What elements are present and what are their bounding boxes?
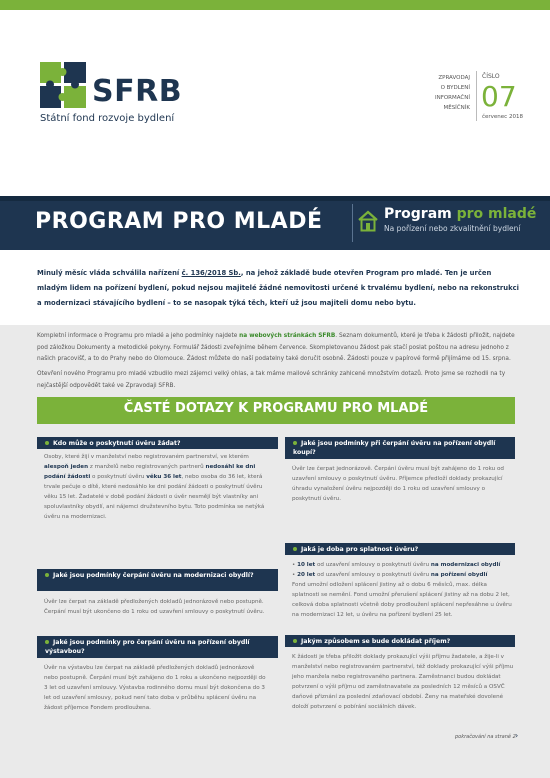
faq-answer-5 xyxy=(292,560,515,620)
answer-text: Fond umožní odložení splácení jistiny až o dobu 6 měsíců, max. délka splatnosti se nemění. Fond umožní přerušení splácení jistiny až na dobu 2 let, celková doba splatnosti včetně doby prodloužení splácení nepřesáhne u úvěru na modernizaci 12 let, u úvěru na pořízení bydlení 25 let. xyxy=(292,582,512,618)
answer-emphasis: nedosáhl ke dni podání žádosti xyxy=(44,464,256,480)
question-text: Jakým způsobem se bude dokládat příjem? xyxy=(301,638,451,645)
house-icon xyxy=(357,209,379,233)
program-title xyxy=(384,206,536,222)
question-text: Jaké jsou podmínky při čerpání úvěru na pořízení obydlí koupí? xyxy=(293,440,496,456)
logo-text: SFRB xyxy=(92,74,183,109)
intro-paragraph xyxy=(37,331,519,366)
answer-text: Osoby, které žijí v manželství nebo registrovaném partnerství, ve kterém xyxy=(44,454,249,460)
top-accent-bar xyxy=(0,0,550,10)
logo-subtitle: Státní fond rozvoje bydlení xyxy=(40,113,175,124)
intro-text: Kompletní informace o Programu pro mladé a jeho podmínky najdete xyxy=(37,333,240,339)
faq-answer-6: K žádosti je třeba přiložit doklady prokazující výši příjmu žadatele, a žije-li v manželství nebo registrovaném partnerství, též doklady prokazující výši příjmu jeho manžela nebo registrovaného partnera. Zaměstnanci budou dokládat potvrzení o výši příjmu od zaměstnavatele za posledních 12 měsíců a OSVČ daňové přiznání za poslední zdaňovací období. Ženy na mateřské dovolené doloží potvrzení o pobírání sociálních dávek. xyxy=(292,654,514,710)
faq-question-1 xyxy=(37,437,278,449)
meta-line: MĚSÍČNÍK xyxy=(443,105,470,111)
faq-question-5 xyxy=(285,543,515,555)
lead-text: , na jehož základě bude otevřen Program pro mladé. Ten je určen mladým lidem na pořízení bydlení, pokud nejsou majitelé žádné nemovitosti určené k trvalému bydlení, nebo na rekonstrukci a modernizaci stávajícího bydlení – to se nasopak týká těch, kteří už jsou majiteli domu nebo bytu. xyxy=(37,269,519,307)
page-title: PROGRAM PRO MLADÉ xyxy=(35,209,323,234)
answer-text: od uzavření smlouvy o poskytnutí úvěru xyxy=(315,562,431,568)
meta-line: O BYDLENÍ xyxy=(440,85,470,91)
answer-emphasis: 20 let xyxy=(297,572,316,578)
faq-answer-3: Úvěr na výstavbu lze čerpat na základě předložených dokladů jednorázově nebo postupně. Čerpání musí být zahájeno do 1 roku a ukončeno nejpozději do 3 let od uzavření smlouvy. Výstavba rodinného domu musí být dokončena do 3 let od uzavření smlouvy, pokud není tato doba v průběhu splácení úvěru na žádost příjemce Fondem prodloužena. xyxy=(44,665,266,711)
sfrb-logo-icon xyxy=(40,62,86,108)
question-text: Jaká je doba pro splatnost úvěru? xyxy=(301,546,419,553)
faq-question-3 xyxy=(37,636,278,658)
issue-label: ČÍSLO xyxy=(482,73,500,80)
issue-number: 07 xyxy=(481,80,517,113)
answer-emphasis: věku 36 let xyxy=(146,474,182,480)
decree-link[interactable]: č. 136/2018 Sb. xyxy=(181,269,241,277)
answer-text: z manželů nebo registrovaných partnerů xyxy=(88,464,206,470)
lead-text: Minulý měsíc vláda schválila nařízení xyxy=(37,269,182,277)
lead-paragraph xyxy=(37,266,519,311)
banner-shade xyxy=(0,196,550,201)
answer-text: od uzavření smlouvy o poskytnutí úvěru xyxy=(315,572,431,578)
banner-divider xyxy=(352,204,353,242)
faq-answer-1 xyxy=(44,452,270,522)
sfrb-web-link[interactable]: na webových stránkách SFRB xyxy=(239,333,336,339)
faq-answer-2: Úvěr lze čerpat na základě předložených dokladů jednorázově nebo postupně. Čerpání musí být ukončeno do 1 roku od uzavření smlouvy o poskytnutí úvěru. xyxy=(44,599,265,615)
program-title-accent: pro mladé xyxy=(456,206,537,222)
arrow-right-icon[interactable]: › xyxy=(515,731,519,740)
bullet-icon xyxy=(293,547,297,551)
intro-text: . Seznam dokumentů, které je třeba k žádosti přiložit, najdete pod záložkou Dokumenty a metodické pokyny. Formulář žádosti zveřejníme během července. Skompletovanou žádost pak stačí poslat poštou na adresu jednoho z našich pracovišť, a to do Prahy nebo do Olomouce. Žádost můžete do naší podatelny také doručit osobně. Žádosti pouze v papírové formě přijímáme od 15. srpna. xyxy=(37,333,515,362)
faq-question-6 xyxy=(285,635,515,647)
faq-question-2 xyxy=(37,569,278,591)
bullet-icon xyxy=(45,640,49,644)
meta-line: INFORMAČNÍ xyxy=(434,95,470,101)
question-text: Jaké jsou podmínky čerpání úvěru na modernizaci obydlí? xyxy=(53,572,254,579)
program-title-prefix: Program xyxy=(384,206,457,222)
bullet-icon xyxy=(293,441,297,445)
newsletter-meta xyxy=(420,73,470,113)
meta-line: ZPRAVODAJ xyxy=(438,75,470,81)
question-text: Kdo může o poskytnutí úvěru žádat? xyxy=(53,440,181,447)
faq-answer-4: Úvěr lze čerpat jednorázově. Čerpání úvěru musí být zahájeno do 1 roku od uzavření smlouvy o poskytnutí úvěru. Příjemce předloží doklady prokazující úhradu vynaložení úvěru nejpozději do 1 roku od uzavření smlouvy o poskytnutí úvěru. xyxy=(292,466,504,502)
bullet-icon xyxy=(45,441,49,445)
faq-title: ČASTÉ DOTAZY K PROGRAMU PRO MLADÉ xyxy=(123,401,429,416)
answer-emphasis: alespoň jeden xyxy=(44,464,89,470)
issue-date: červenec 2018 xyxy=(482,114,523,120)
answer-bullet: • 10 let od uzavření smlouvy o poskytnutí úvěru na modernizaci obydlí xyxy=(292,562,501,568)
intro-paragraph-2: Otevření nového Programu pro mladé vzbudilo mezi zájemci velký ohlas, a tak máme mailové schránky zahlcené množstvím dotazů. Proto jsme se rozhodli na ty nejčastější odpovědět také ve Zpravodaji SFRB. xyxy=(37,371,506,389)
continued-note: pokračování na straně 2 xyxy=(455,734,516,740)
program-subtitle: Na pořízení nebo zkvalitnění bydlení xyxy=(384,224,521,233)
answer-bullet: • 20 let od uzavření smlouvy o poskytnutí úvěru na pořízení obydlí xyxy=(292,572,488,578)
answer-emphasis: na modernizaci obydlí xyxy=(430,562,501,568)
bullet-icon xyxy=(45,573,49,577)
question-text: Jaké jsou podmínky pro čerpání úvěru na pořízení obydlí výstavbou? xyxy=(45,639,250,655)
answer-text: , nebo osoba do 36 let, která trvale pečuje o dítě, které nedosáhlo ke dni podání žádosti o poskytnutí úvěru věku 15 let. Žadatelé v době podání žádosti o úvěr nesmějí být vlastníky ani spoluvlastníky obydlí, ani nájemci družstevního bytu. Toto podmínka se netýká úvěru na modernizaci. xyxy=(44,474,265,520)
faq-question-4 xyxy=(285,437,515,459)
divider xyxy=(476,71,477,121)
answer-text: o poskytnutí úvěru xyxy=(90,474,147,480)
bullet-icon xyxy=(293,639,297,643)
answer-emphasis: na pořízení obydlí xyxy=(430,572,488,578)
answer-emphasis: 10 let xyxy=(297,562,316,568)
